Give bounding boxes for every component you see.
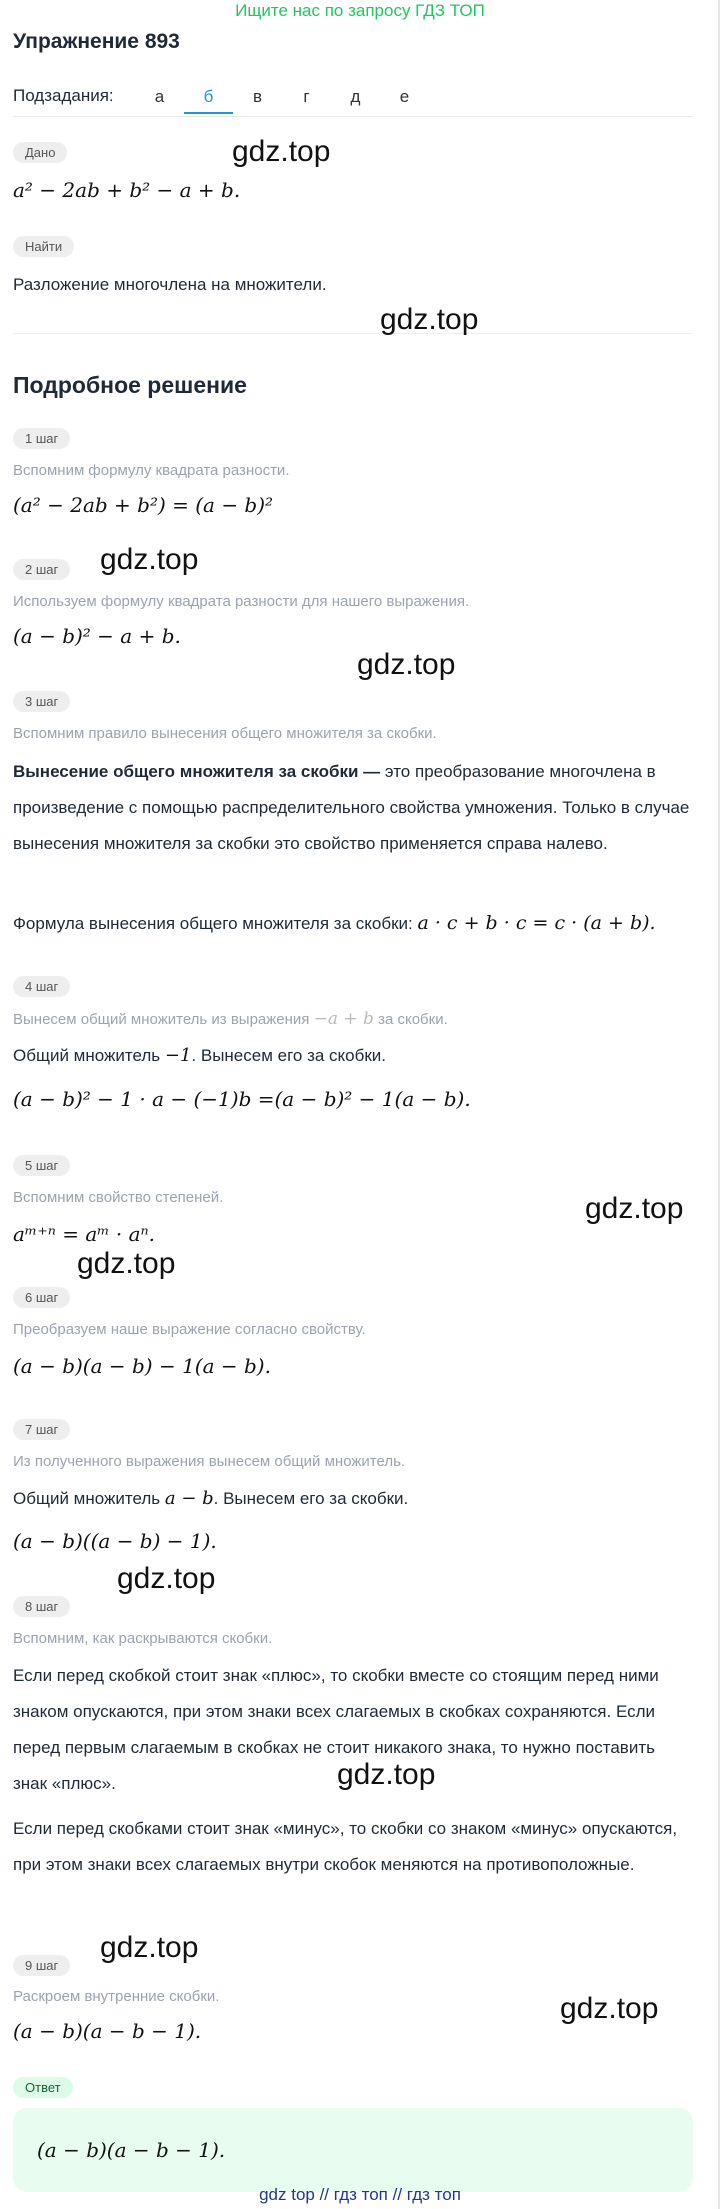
- step-text-tail: . Вынесем его за скобки.: [191, 1046, 387, 1065]
- step-expression: (a − b)(a − b − 1).: [13, 2019, 202, 2043]
- step-badge: 9 шаг: [13, 1955, 70, 1976]
- watermark: gdz.top: [585, 1192, 684, 1225]
- step-expression: (a − b)((a − b) − 1).: [13, 1529, 217, 1553]
- step-hint: Раскроем внутренние скобки.: [13, 1988, 220, 2005]
- step-text-lead: Общий множитель: [13, 1046, 165, 1065]
- tab-d[interactable]: д: [350, 87, 361, 106]
- formula-expression: a · c + b · c = c · (a + b).: [417, 912, 656, 934]
- watermark: gdz.top: [232, 135, 331, 168]
- step-text: [13, 1038, 386, 1074]
- step-hint: Используем формулу квадрата разности для нашего выражения.: [13, 593, 470, 610]
- tab-b[interactable]: б: [184, 80, 233, 114]
- rule-term: Вынесение общего множителя за скобки —: [13, 762, 381, 781]
- watermark: gdz.top: [560, 1992, 659, 2025]
- step-expression: (a − b)² − a + b.: [13, 624, 181, 648]
- step-hint: [13, 1009, 448, 1029]
- step-badge: 8 шаг: [13, 1596, 70, 1617]
- step-expression: aᵐ⁺ⁿ = aᵐ · aⁿ.: [13, 1222, 155, 1246]
- tab-v[interactable]: в: [252, 87, 263, 106]
- rule-paragraph: [13, 754, 693, 862]
- solution-heading: Подробное решение: [13, 372, 247, 398]
- step-badge: 2 шаг: [13, 559, 70, 580]
- step-hint: Вспомним правило вынесения общего множителя за скобки.: [13, 725, 437, 742]
- step-badge: 6 шаг: [13, 1287, 70, 1308]
- footer-links[interactable]: gdz top // гдз топ // гдз топ: [259, 2185, 461, 2204]
- rule-paragraph: Если перед скобкой стоит знак «плюс», то скобки вместе со стоящим перед ними знаком опускаются, при этом знаки всех слагаемых в скобках сохраняются. Если перед первым слагаемым в скобках не стоит никакого знака, то нужно поставить знак «плюс».: [13, 1666, 659, 1793]
- tab-e[interactable]: е: [399, 87, 410, 106]
- given-badge: Дано: [13, 142, 67, 163]
- step-badge: 3 шаг: [13, 691, 70, 712]
- step-hint: Вспомним свойство степеней.: [13, 1189, 224, 1206]
- watermark: gdz.top: [380, 303, 479, 336]
- step-text-lead: Общий множитель: [13, 1489, 165, 1508]
- step-hint: Вспомним, как раскрываются скобки.: [13, 1630, 273, 1647]
- search-banner: Ищите нас по запросу ГДЗ ТОП: [235, 1, 485, 20]
- step-hint: Из полученного выражения вынесем общий множитель.: [13, 1453, 406, 1470]
- answer-badge: Ответ: [13, 2077, 73, 2098]
- step-badge: 1 шаг: [13, 428, 70, 449]
- step-text-expression: −1: [164, 1045, 192, 1066]
- step-expression: (a − b)² − 1 · a − (−1)b =(a − b)² − 1(a − b).: [13, 1087, 471, 1111]
- step-hint: Вспомним формулу квадрата разности.: [13, 462, 290, 479]
- hint-text: Вынесем общий множитель из выражения: [13, 1011, 314, 1028]
- watermark: gdz.top: [357, 648, 456, 681]
- hint-tail: за скобки.: [373, 1011, 448, 1028]
- rule-paragraph: Если перед скобками стоит знак «минус», то скобки со знаком «минус» опускаются, при этом знаки всех слагаемых внутри скобок меняются на противоположные.: [13, 1819, 678, 1874]
- subtasks-label: Подзадания:: [13, 86, 114, 105]
- watermark: gdz.top: [337, 1758, 436, 1791]
- step-text-expression: a − b: [164, 1488, 214, 1509]
- formula-label: Формула вынесения общего множителя за скобки:: [13, 914, 418, 933]
- step-expression: (a² − 2ab + b²) = (a − b)²: [13, 493, 274, 517]
- find-text: Разложение многочлена на множители.: [13, 275, 327, 294]
- answer-expression: (a − b)(a − b − 1).: [37, 2138, 226, 2162]
- rule-definition: это преобразование многочлена в произведение с помощью распределительного свойства умножения. Только в случае вынесения множителя за скобки это свойство применяется справа налево.: [13, 762, 690, 853]
- tab-g[interactable]: г: [303, 87, 310, 106]
- given-expression: a² − 2ab + b² − a + b.: [13, 178, 241, 202]
- step-expression: (a − b)(a − b) − 1(a − b).: [13, 1354, 271, 1378]
- tab-a[interactable]: а: [154, 87, 165, 106]
- section-divider: [13, 333, 693, 334]
- page-title: Упражнение 893: [13, 30, 180, 53]
- tabs-divider: [13, 116, 693, 117]
- watermark: gdz.top: [117, 1562, 216, 1595]
- watermark: gdz.top: [100, 1931, 199, 1964]
- step-badge: 5 шаг: [13, 1155, 70, 1176]
- step-text: [13, 1481, 408, 1517]
- watermark: gdz.top: [100, 543, 199, 576]
- step-hint: Преобразуем наше выражение согласно свойству.: [13, 1321, 366, 1338]
- step-badge: 4 шаг: [13, 976, 70, 997]
- step-text-tail: . Вынесем его за скобки.: [213, 1489, 409, 1508]
- subtask-tabs: [135, 80, 429, 114]
- formula-line: [13, 905, 656, 942]
- watermark: gdz.top: [77, 1247, 176, 1280]
- step-badge: 7 шаг: [13, 1419, 70, 1440]
- hint-expression: −a + b: [313, 1009, 374, 1029]
- find-badge: Найти: [13, 236, 74, 257]
